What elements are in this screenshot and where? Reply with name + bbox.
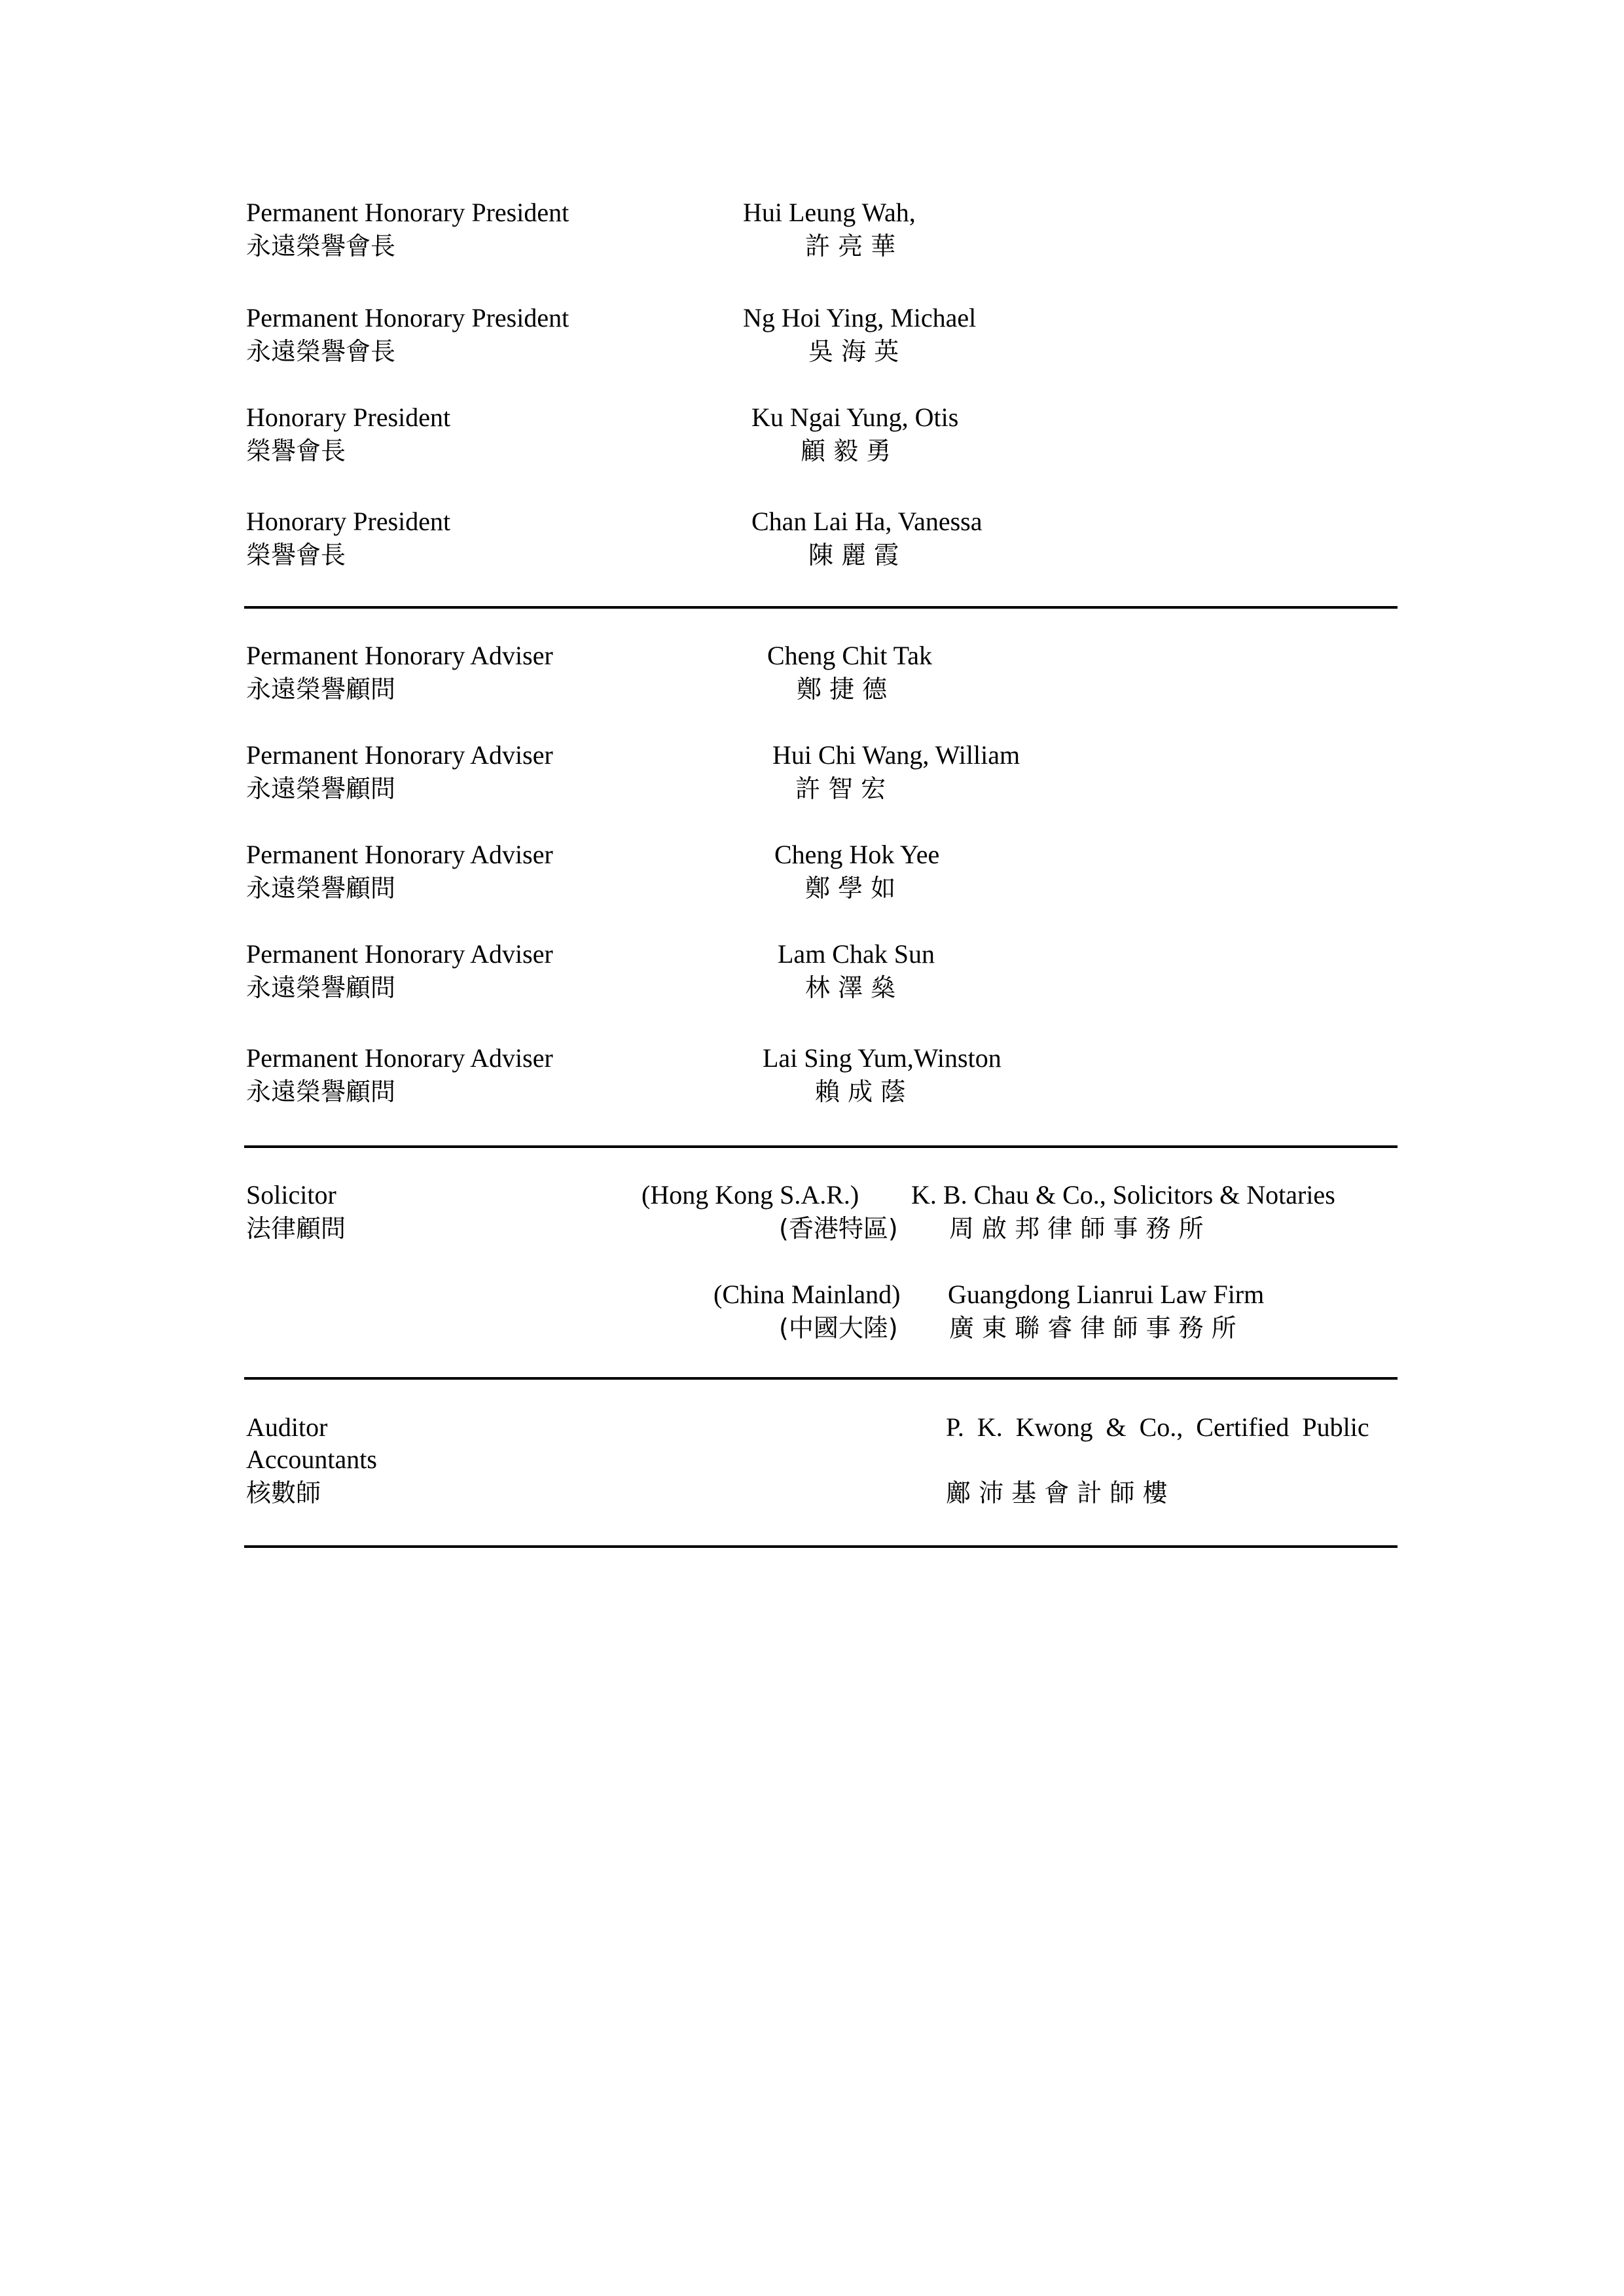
president-4-role-zh: 榮譽會長 [246, 541, 346, 569]
adviser-3-name-en: Cheng Hok Yee [774, 840, 940, 869]
president-2-name-zh: 吳 海 英 [808, 337, 899, 366]
solicitor-hk-region-en: (Hong Kong S.A.R.) [641, 1180, 859, 1210]
adviser-4-role-en: Permanent Honorary Adviser [246, 939, 553, 969]
president-3-role-zh: 榮譽會長 [246, 437, 346, 465]
adviser-2-name-zh: 許 智 宏 [795, 774, 886, 803]
solicitor-cn-firm-en: Guangdong Lianrui Law Firm [948, 1280, 1265, 1309]
adviser-3-name-zh: 鄭 學 如 [805, 874, 896, 903]
solicitor-cn-region-en: (China Mainland) [713, 1280, 901, 1309]
president-4-name-en: Chan Lai Ha, Vanessa [751, 507, 983, 536]
adviser-5-role-en: Permanent Honorary Adviser [246, 1043, 553, 1073]
president-3-name-zh: 顧 毅 勇 [801, 437, 892, 465]
adviser-2-role-zh: 永遠榮譽顧問 [246, 774, 396, 803]
president-4-role-en: Honorary President [246, 507, 451, 536]
adviser-2-name-en: Hui Chi Wang, William [772, 740, 1020, 770]
auditor-role-zh: 核數師 [246, 1479, 321, 1507]
section-divider [244, 1145, 1398, 1148]
auditor-firm-zh: 鄺 沛 基 會 計 師 樓 [946, 1479, 1168, 1507]
president-1-name-en: Hui Leung Wah, [743, 198, 916, 227]
adviser-5-role-zh: 永遠榮譽顧問 [246, 1077, 396, 1106]
president-1-role-en: Permanent Honorary President [246, 198, 569, 227]
auditor-firm-en: P. K. Kwong & Co., Certified Public [946, 1412, 1369, 1442]
solicitor-cn-firm-zh: 廣 東 聯 睿 律 師 事 務 所 [949, 1314, 1236, 1342]
adviser-4-name-en: Lam Chak Sun [778, 939, 935, 969]
president-2-role-zh: 永遠榮譽會長 [246, 337, 396, 366]
adviser-3-role-zh: 永遠榮譽顧問 [246, 874, 396, 903]
president-2-role-en: Permanent Honorary President [246, 303, 569, 332]
adviser-5-name-en: Lai Sing Yum,Winston [763, 1043, 1001, 1073]
solicitor-role-zh: 法律顧問 [246, 1214, 346, 1243]
adviser-1-name-en: Cheng Chit Tak [767, 641, 933, 670]
solicitor-hk-firm-zh: 周 啟 邦 律 師 事 務 所 [949, 1214, 1204, 1243]
solicitor-hk-region-zh: (香港特區) [779, 1214, 898, 1243]
adviser-1-role-zh: 永遠榮譽顧問 [246, 675, 396, 704]
president-4-name-zh: 陳 麗 霞 [808, 541, 899, 569]
president-3-role-en: Honorary President [246, 403, 451, 432]
president-2-name-en: Ng Hoi Ying, Michael [743, 303, 977, 332]
adviser-5-name-zh: 賴 成 蔭 [815, 1077, 906, 1106]
adviser-4-role-zh: 永遠榮譽顧問 [246, 973, 396, 1002]
auditor-role-en-cont: Accountants [246, 1444, 377, 1474]
adviser-1-name-zh: 鄭 捷 德 [797, 675, 888, 704]
section-divider [244, 1545, 1398, 1548]
adviser-1-role-en: Permanent Honorary Adviser [246, 641, 553, 670]
adviser-2-role-en: Permanent Honorary Adviser [246, 740, 553, 770]
adviser-4-name-zh: 林 澤 燊 [805, 973, 896, 1002]
president-3-name-en: Ku Ngai Yung, Otis [751, 403, 959, 432]
section-divider [244, 1377, 1398, 1380]
solicitor-cn-region-zh: (中國大陸) [779, 1314, 898, 1342]
auditor-role-en: Auditor [246, 1412, 328, 1442]
president-1-role-zh: 永遠榮譽會長 [246, 232, 396, 260]
section-divider [244, 606, 1398, 609]
solicitor-role-en: Solicitor [246, 1180, 336, 1210]
solicitor-hk-firm-en: K. B. Chau & Co., Solicitors & Notaries [911, 1180, 1335, 1210]
adviser-3-role-en: Permanent Honorary Adviser [246, 840, 553, 869]
president-1-name-zh: 許 亮 華 [805, 232, 896, 260]
